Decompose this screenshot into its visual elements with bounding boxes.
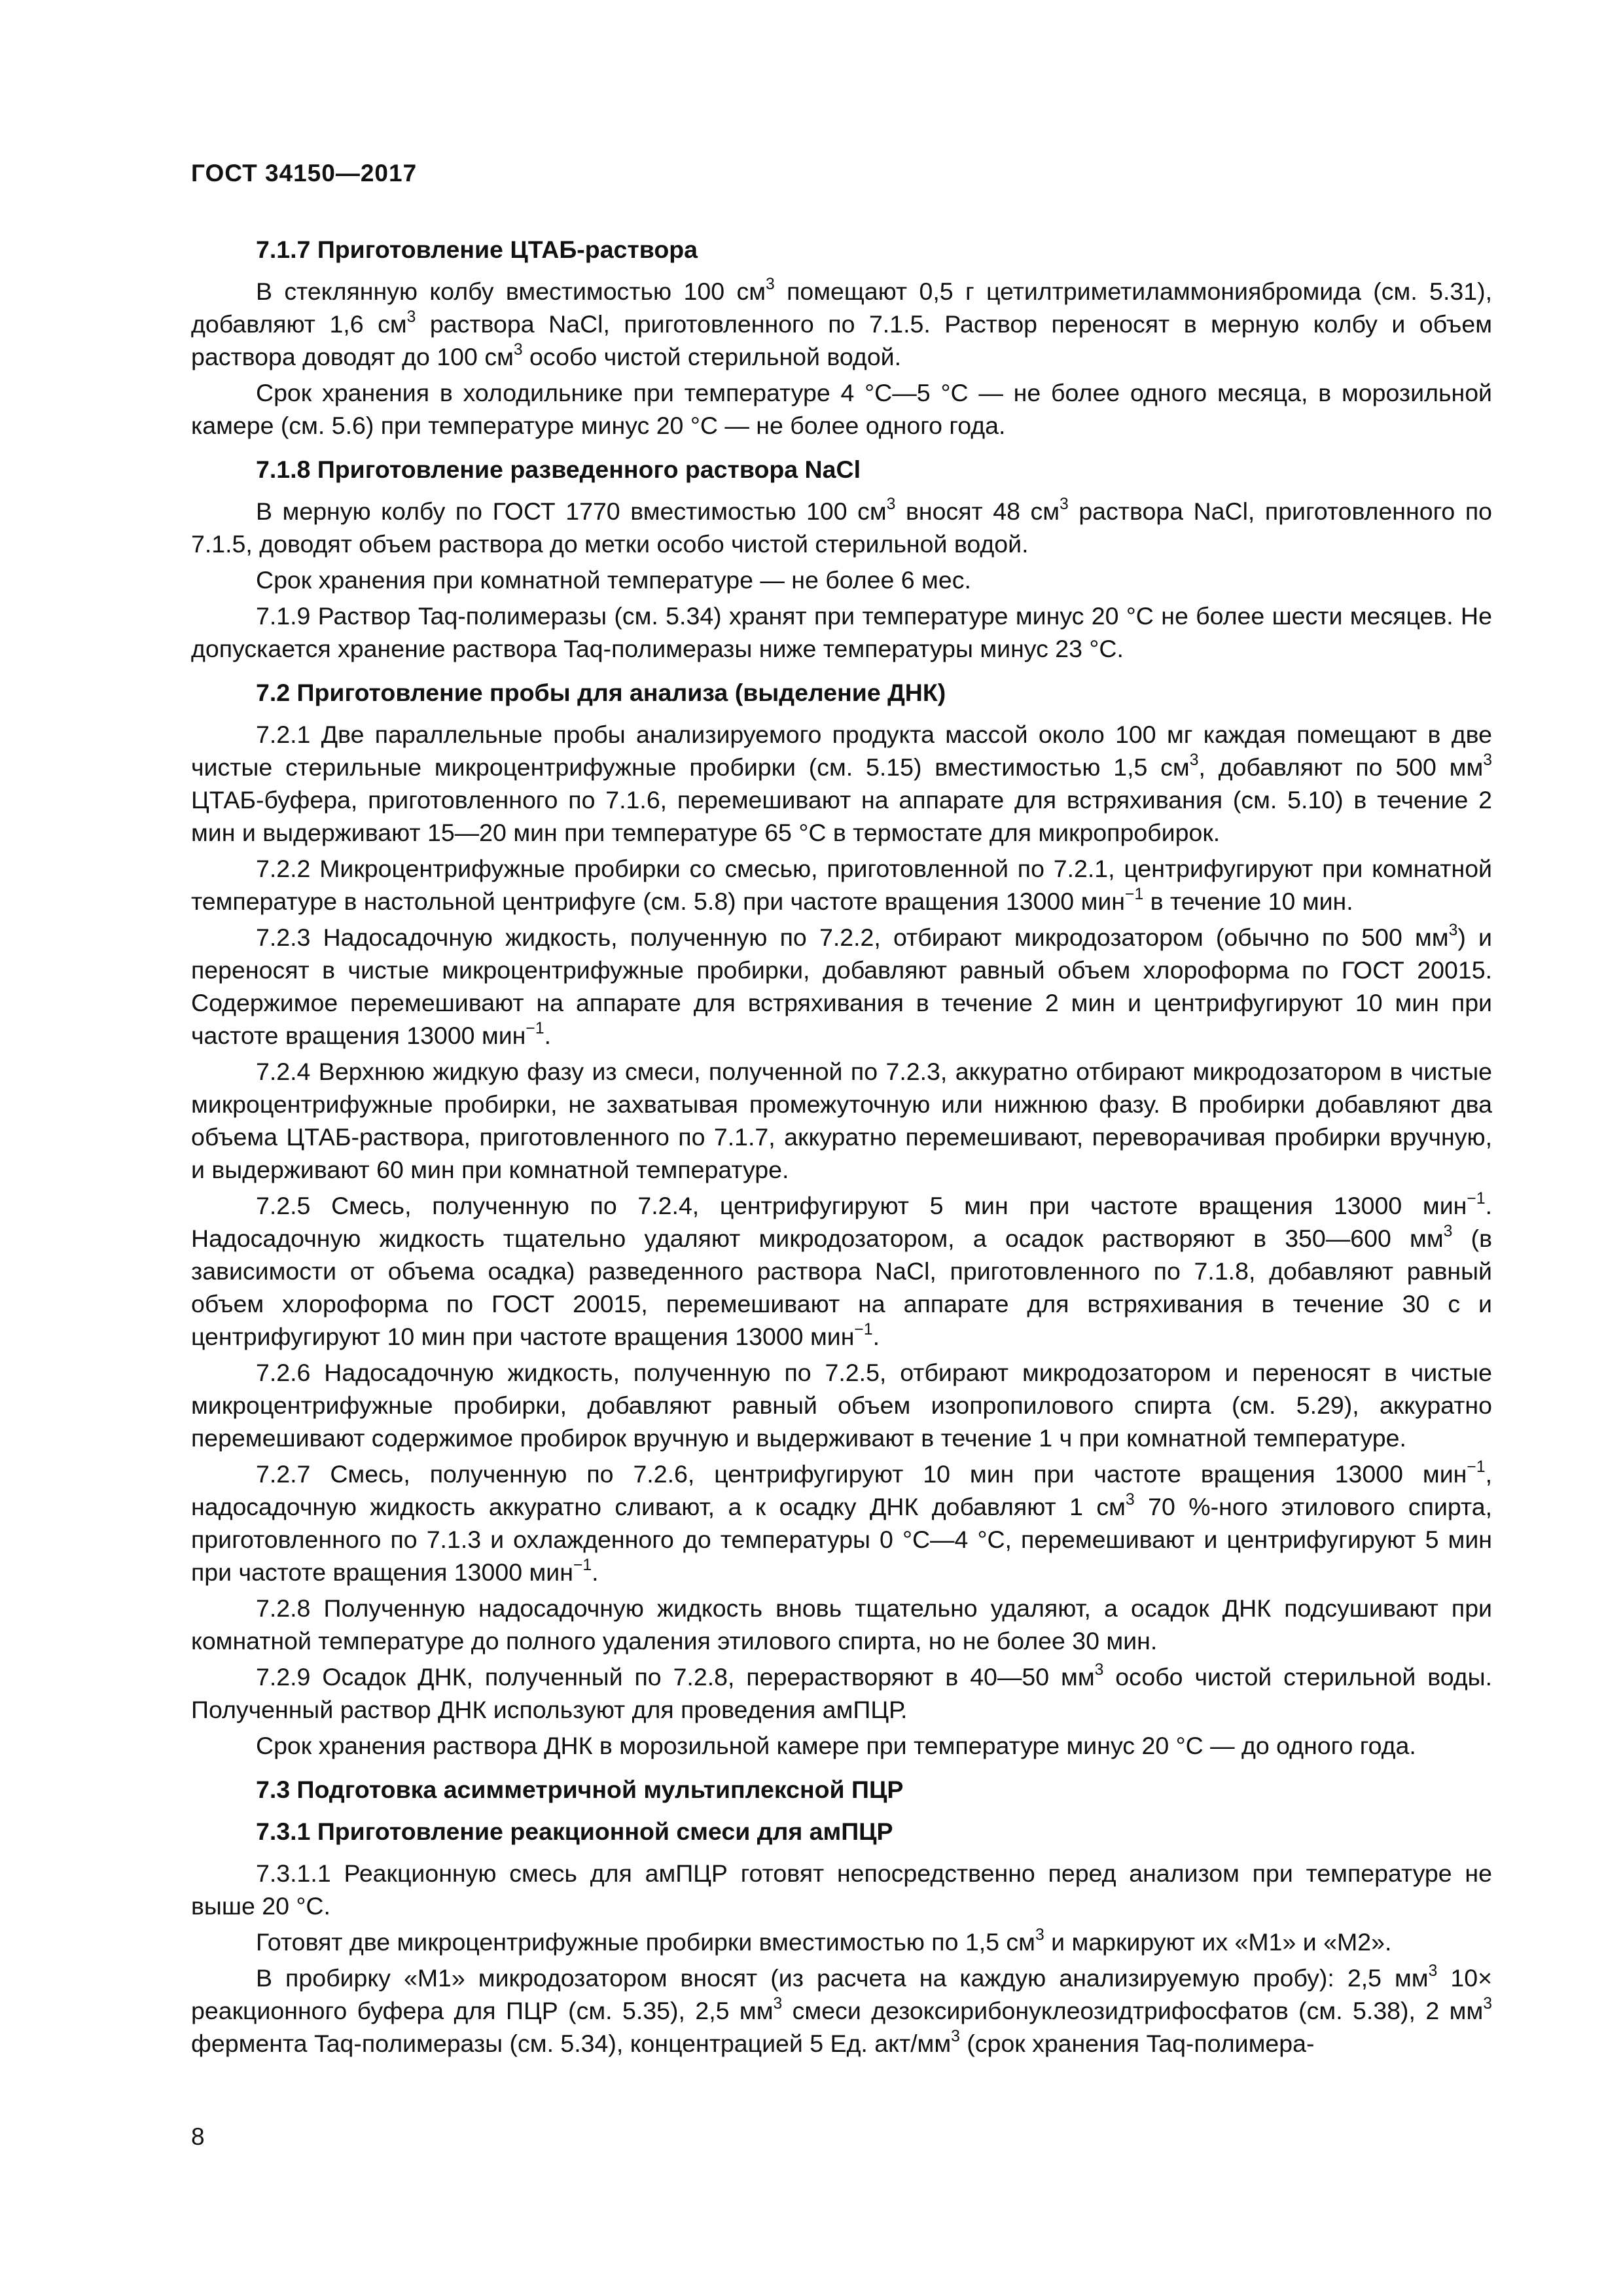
paragraph: 7.2.7 Смесь, полученную по 7.2.6, центрифугируют 10 мин при частоте вращения 13000 мин$^{-1}$, надосадочную жидкость аккуратно сливают, а к осадку ДНК добавляют 1 $см^3$ 70 %-ного этилового спирта, приготовленного по 7.1.3 и охлажденного до температуры 0 °С—4 °С, перемешивают и центрифугируют 5 мин при частоте вращения 13000 мин$^{-1}$.	[191, 1458, 1492, 1586]
page-number: 8	[191, 2123, 205, 2150]
paragraph: 7.2.3 Надосадочную жидкость, полученную по 7.2.2, отбирают микродозатором (обычно по 500 $мм^3$) и переносят в чистые микроцентрифужные пробирки, добавляют равный объем хлороформа по ГОСТ 20015. Содержимое перемешивают на аппарате для встряхивания в течение 2 мин и центрифугируют 10 мин при частоте вращения 13000 мин$^{-1}$.	[191, 921, 1492, 1049]
section-heading: 7.3.1 Приготовление реакционной смеси для амПЦР	[256, 1818, 893, 1845]
paragraph: 7.2.9 Осадок ДНК, полученный по 7.2.8, перерастворяют в 40—50 $мм^3$ особо чистой стерильной воды. Полученный раствор ДНК используют для проведения амПЦР.	[191, 1660, 1492, 1723]
paragraph: 7.2.8 Полученную надосадочную жидкость вновь тщательно удаляют, а осадок ДНК подсушивают при комнатной температуре до полного удаления этилового спирта, но не более 30 мин.	[191, 1594, 1492, 1655]
paragraph: Срок хранения в холодильнике при температуре 4 °С—5 °С — не более одного месяца, в морозильной камере (см. 5.6) при температуре минус 20 °С — не более одного года.	[191, 379, 1492, 439]
paragraph: В стеклянную колбу вместимостью 100 $см^3$ помещают 0,5 г цетилтриметиламмониябромида (см. 5.31), добавляют 1,6 $см^3$ раствора NaCl, приготовленного по 7.1.5. Раствор переносят в мерную колбу и объем раствора доводят до 100 $см^3$ особо чистой стерильной водой.	[191, 275, 1493, 370]
paragraph: 7.2.1 Две параллельные пробы анализируемого продукта массой около 100 мг каждая помещают в две чистые стерильные микроцентрифужные пробирки (см. 5.15) вместимостью 1,5 $см^3$, добавляют по 500 $мм^3$ ЦТАБ-буфера, приготовленного по 7.1.6, перемешивают на аппарате для встряхивания (см. 5.10) в течение 2 мин и выдерживают 15—20 мин при температуре 65 °С в термостате для микропробирок.	[191, 721, 1492, 846]
section-heading: 7.1.7 Приготовление ЦТАБ-раствора	[256, 236, 698, 263]
section-heading: 7.1.8 Приготовление разведенного раствора NaCl	[256, 456, 861, 483]
paragraph: В пробирку «М1» микродозатором вносят (из расчета на каждую анализируемую пробу): 2,5 $мм^3$ 10× реакционного буфера для ПЦР (см. 5.35), 2,5 $мм^3$ смеси дезоксирибонуклеозидтрифосфатов (см. 5.38), 2 $мм^3$ фермента Taq-полимеразы (см. 5.34), концентрацией 5 Ед. акт/$мм^3$ (срок хранения Taq-полимера-	[191, 1962, 1492, 2057]
paragraph: В мерную колбу по ГОСТ 1770 вместимостью 100 $см^3$ вносят 48 $см^3$ раствора NaCl, приготовленного по 7.1.5, доводят объем раствора до метки особо чистой стерильной водой.	[191, 495, 1492, 558]
paragraph: 7.2.2 Микроцентрифужные пробирки со смесью, приготовленной по 7.2.1, центрифугируют при комнатной температуре в настольной центрифуге (см. 5.8) при частоте вращения 13000 мин$^{-1}$ в течение 10 мин.	[191, 855, 1492, 915]
paragraph: 7.2.5 Смесь, полученную по 7.2.4, центрифугируют 5 мин при частоте вращения 13000 мин$^{-1}$. Надосадочную жидкость тщательно удаляют микродозатором, а осадок растворяют в 350—600 $мм^3$ (в зависимости от объема осадка) разведенного раствора NaCl, приготовленного по 7.1.8, добавляют равный объем хлороформа по ГОСТ 20015, перемешивают на аппарате для встряхивания в течение 30 с и центрифугируют 10 мин при частоте вращения 13000 мин$^{-1}$.	[191, 1189, 1492, 1350]
document-header: ГОСТ 34150—2017	[191, 160, 418, 187]
paragraph: Срок хранения раствора ДНК в морозильной камере при температуре минус 20 °С — до одного года.	[256, 1732, 1416, 1759]
section-heading: 7.3 Подготовка асимметричной мультиплексной ПЦР	[256, 1776, 904, 1803]
paragraph: 7.2.6 Надосадочную жидкость, полученную по 7.2.5, отбирают микродозатором и переносят в чистые микроцентрифужные пробирки, добавляют равный объем изопропилового спирта (см. 5.29), аккуратно перемешивают содержимое пробирок вручную и выдерживают в течение 1 ч при комнатной температуре.	[191, 1359, 1492, 1452]
section-heading: 7.2 Приготовление пробы для анализа (выделение ДНК)	[256, 679, 946, 706]
paragraph: 7.2.4 Верхнюю жидкую фазу из смеси, полученной по 7.2.3, аккуратно отбирают микродозатором в чистые микроцентрифужные пробирки, не захватывая промежуточную или нижнюю фазу. В пробирки добавляют два объема ЦТАБ-раствора, приготовленного по 7.1.7, аккуратно перемешивают, переворачивая пробирки вручную, и выдерживают 60 мин при комнатной температуре.	[191, 1058, 1492, 1183]
paragraph: 7.1.9 Раствор Taq-полимеразы (см. 5.34) хранят при температуре минус 20 °С не более шести месяцев. Не допускается хранение раствора Taq-полимеразы ниже температуры минус 23 °С.	[191, 602, 1492, 662]
paragraph: 7.3.1.1 Реакционную смесь для амПЦР готовят непосредственно перед анализом при температуре не выше 20 °С.	[191, 1859, 1492, 1920]
document-body	[191, 233, 1492, 2063]
paragraph: Готовят две микроцентрифужные пробирки вместимостью по 1,5 $см^3$ и маркируют их «М1» и «М2».	[256, 1926, 1392, 1956]
paragraph: Срок хранения при комнатной температуре — не более 6 мес.	[256, 566, 971, 594]
